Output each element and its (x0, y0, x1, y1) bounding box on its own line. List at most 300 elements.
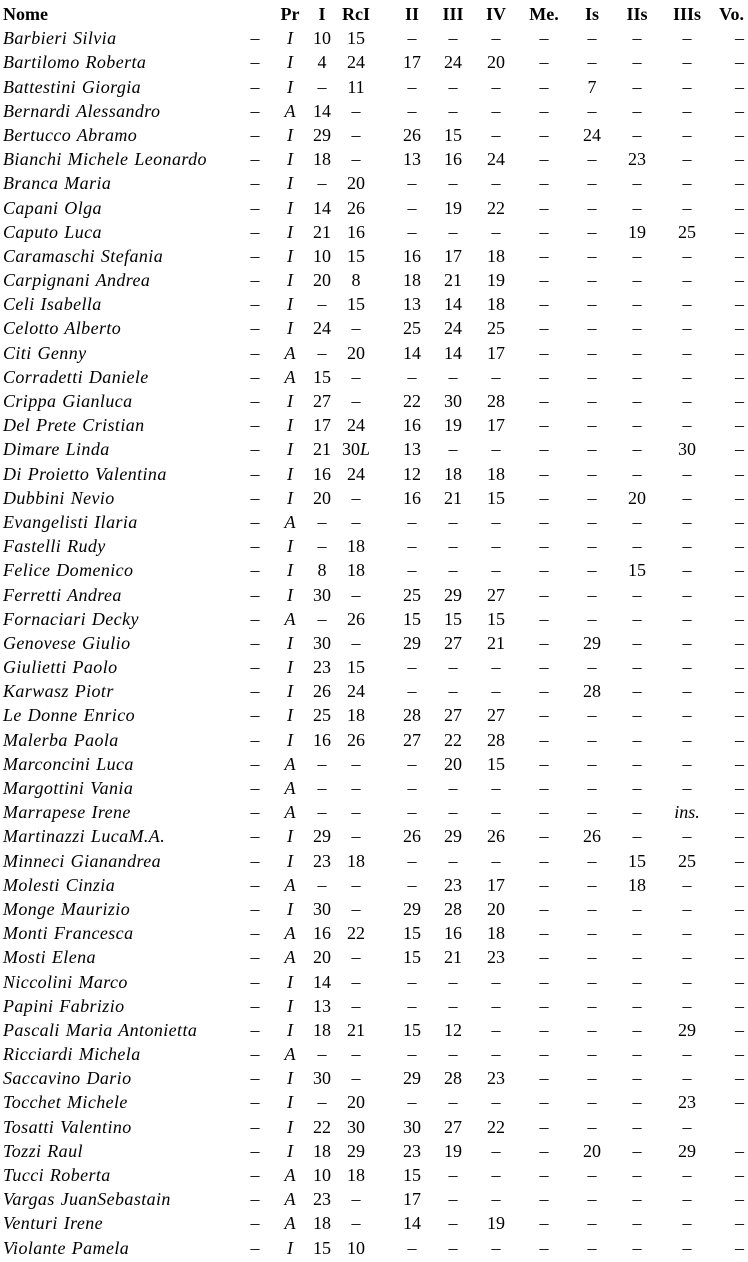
grade-cell: 26 (347, 729, 365, 750)
grade-cell: – (317, 173, 327, 194)
grade-cell: – (539, 28, 549, 49)
grade-cell: – (351, 898, 361, 919)
grade-cell: 23 (487, 1068, 505, 1089)
grade-cell: – (735, 1189, 744, 1210)
grade-cell: 21 (313, 221, 331, 242)
grade-cell: – (539, 874, 549, 895)
grade-cell: – (351, 100, 361, 121)
grade-cell: – (587, 173, 597, 194)
grade-cell: – (632, 923, 642, 944)
grade-cell: 17 (487, 874, 505, 895)
grade-cell: – (448, 1189, 458, 1210)
student-name: Citi Genny (3, 342, 87, 363)
table-row (0, 1115, 748, 1139)
table-row (0, 558, 748, 582)
grade-cell: 17 (487, 342, 505, 363)
grade-cell: 16 (444, 923, 462, 944)
grade-cell: 27 (403, 729, 421, 750)
grade-cell: – (448, 802, 458, 823)
grade-cell: – (632, 366, 642, 387)
grade-cell: – (317, 1044, 327, 1065)
grade-cell: 18 (487, 245, 505, 266)
grade-cell: 15 (403, 923, 421, 944)
student-name: Battestini Giorgia (3, 76, 142, 97)
student-name: Fornaciari Decky (3, 608, 139, 629)
grade-cell: – (539, 124, 549, 145)
grade-cell: – (491, 1044, 501, 1065)
grade-cell: – (250, 124, 260, 145)
grade-cell: – (682, 342, 692, 363)
grade-cell: I (287, 681, 293, 702)
grade-cell: – (735, 415, 744, 436)
grade-cell: – (539, 52, 549, 73)
grade-cell: – (250, 850, 260, 871)
grade-cell: I (287, 705, 293, 726)
grade-cell: A (284, 753, 296, 774)
grade-cell: 20 (487, 898, 505, 919)
grade-cell: 16 (403, 487, 421, 508)
student-name: Monge Maurizio (3, 898, 131, 919)
grade-cell: 14 (403, 342, 421, 363)
grade-cell: 14 (444, 342, 462, 363)
grade-cell: – (587, 1237, 597, 1258)
grade-cell: – (587, 729, 597, 750)
grade-cell: – (632, 294, 642, 315)
table-row (0, 1018, 748, 1042)
grade-cell: A (284, 511, 296, 532)
student-name: Martinazzi LucaM.A. (3, 826, 166, 847)
table-row (0, 1139, 748, 1163)
grade-cell: 29 (403, 632, 421, 653)
student-name: Tocchet Michele (3, 1092, 128, 1113)
table-row (0, 26, 748, 50)
grade-cell: I (287, 971, 293, 992)
grade-cell: – (407, 100, 417, 121)
grade-cell: 21 (313, 439, 331, 460)
grade-cell: 30 (678, 439, 696, 460)
grade-cell: 30 (347, 1116, 365, 1137)
grade-cell: 15 (347, 294, 365, 315)
grade-cell: 16 (444, 149, 462, 170)
grade-cell: – (250, 995, 260, 1016)
grade-cell: 17 (403, 52, 421, 73)
grade-cell: 29 (313, 124, 331, 145)
grade-cell: – (735, 245, 744, 266)
grade-cell: 23 (487, 947, 505, 968)
grade-cell: – (632, 124, 642, 145)
grade-cell: – (491, 1019, 501, 1040)
grade-cell: – (250, 487, 260, 508)
grade-cell: – (539, 971, 549, 992)
grade-cell: A (284, 947, 296, 968)
grade-cell: 18 (347, 536, 365, 557)
grade-cell: – (539, 1213, 549, 1234)
grade-cell: – (539, 294, 549, 315)
grade-cell: – (587, 971, 597, 992)
grade-cell: – (250, 1116, 260, 1137)
grade-cell: 15 (403, 1019, 421, 1040)
grade-cell: – (539, 753, 549, 774)
grade-cell: – (317, 778, 327, 798)
grade-cell: – (735, 1140, 744, 1161)
grade-cell: 22 (347, 923, 365, 944)
student-name: Corradetti Daniele (3, 366, 149, 387)
grade-cell: – (539, 802, 549, 823)
grade-cell: 29 (444, 826, 462, 847)
table-row (0, 752, 748, 776)
grade-cell: 25 (678, 221, 696, 242)
grade-cell: – (682, 52, 692, 73)
grade-cell: – (491, 100, 501, 121)
grade-cell: – (250, 778, 260, 798)
grade-cell: – (407, 802, 417, 823)
grade-cell: – (448, 850, 458, 871)
grade-cell: – (735, 584, 744, 605)
grade-cell: – (539, 536, 549, 557)
table-header (0, 2, 748, 26)
grade-cell: – (250, 874, 260, 895)
grade-cell: – (587, 753, 597, 774)
grade-cell: – (632, 802, 642, 823)
grade-cell: – (735, 487, 744, 508)
grade-cell: 24 (444, 318, 462, 339)
grade-cell: 14 (313, 197, 331, 218)
grade-cell: – (539, 197, 549, 218)
grade-cell: 23 (313, 850, 331, 871)
grade-cell: – (587, 705, 597, 726)
student-name: Giulietti Paolo (3, 657, 118, 678)
grade-cell: – (491, 802, 501, 823)
table-row (0, 1211, 748, 1235)
grade-cell: – (587, 28, 597, 49)
grade-cell: 15 (313, 1237, 331, 1258)
grade-cell: 25 (403, 318, 421, 339)
grade-cell: 20 (347, 342, 365, 363)
grade-cell: – (407, 76, 417, 97)
grade-cell: – (682, 100, 692, 121)
grade-cell: – (682, 898, 692, 919)
grade-cell: 29 (347, 1140, 365, 1161)
grade-cell: – (250, 439, 260, 460)
grade-cell: – (735, 463, 744, 484)
grade-cell: – (587, 100, 597, 121)
table-row (0, 486, 748, 510)
grade-cell: – (407, 28, 417, 49)
grade-cell: – (407, 995, 417, 1016)
grade-cell: – (587, 463, 597, 484)
grade-cell: – (587, 391, 597, 411)
grade-cell: – (407, 1044, 417, 1065)
table-row (0, 147, 748, 171)
grade-cell: – (539, 850, 549, 871)
grade-cell: – (351, 753, 361, 774)
grade-cell: 14 (403, 1213, 421, 1234)
grade-cell: – (491, 1140, 501, 1161)
grade-cell: – (407, 560, 417, 581)
grade-cell: – (632, 729, 642, 750)
grade-cell: – (682, 270, 692, 291)
student-name: Bartilomo Roberta (3, 52, 147, 73)
grade-cell: 26 (313, 681, 331, 702)
grade-cell: – (407, 1237, 417, 1258)
grade-cell: 28 (444, 1068, 462, 1089)
grade-cell: 21 (444, 270, 462, 291)
grade-cell: – (587, 584, 597, 605)
grade-cell: – (682, 705, 692, 726)
grade-cell: – (735, 100, 744, 121)
student-name: Tozzi Raul (3, 1140, 83, 1161)
grade-cell: I (287, 1116, 293, 1137)
grade-cell: – (539, 270, 549, 291)
student-name: Pascali Maria Antonietta (3, 1019, 198, 1040)
grade-cell: – (587, 1019, 597, 1040)
grade-cell: – (587, 1213, 597, 1234)
student-name: Minneci Gianandrea (3, 850, 162, 871)
student-name: Celi Isabella (3, 294, 102, 315)
grade-cell: – (448, 76, 458, 97)
grade-cell: – (539, 1140, 549, 1161)
grade-cell: – (682, 1237, 692, 1258)
grade-cell: – (682, 366, 692, 387)
grade-cell: – (735, 802, 744, 823)
header-row (0, 2, 748, 26)
table-row (0, 341, 748, 365)
grade-cell: – (735, 560, 744, 581)
grade-cell: – (735, 124, 744, 145)
grade-cell: 24 (487, 149, 505, 170)
grade-cell: 22 (444, 729, 462, 750)
student-name: Barbieri Silvia (3, 28, 117, 49)
grade-cell: 25 (487, 318, 505, 339)
grade-cell: – (250, 342, 260, 363)
grade-cell (704, 1115, 748, 1139)
grade-cell: 19 (487, 1213, 505, 1234)
table-row (0, 50, 748, 74)
grade-cell: 27 (487, 584, 505, 605)
grade-cell: – (735, 52, 744, 73)
grade-cell: – (632, 52, 642, 73)
grade-cell: – (250, 1019, 260, 1040)
grade-cell: 16 (313, 463, 331, 484)
grade-cell: – (682, 1116, 692, 1137)
grade-cell: – (317, 342, 327, 363)
grade-cell: – (351, 1068, 361, 1089)
grade-cell: 18 (313, 149, 331, 170)
grade-cell: – (735, 1237, 744, 1258)
grade-cell: 24 (347, 681, 365, 702)
student-name: Bernardi Alessandro (3, 100, 161, 121)
grade-cell: – (250, 28, 260, 49)
grade-cell: 19 (444, 415, 462, 436)
table-row (0, 292, 748, 316)
grade-cell: – (632, 197, 642, 218)
grade-cell: 29 (403, 898, 421, 919)
grade-cell: – (250, 391, 260, 411)
grade-cell: – (250, 366, 260, 387)
grade-cell: – (632, 270, 642, 291)
student-name: Capani Olga (3, 197, 102, 218)
table-row (0, 970, 748, 994)
grade-cell: – (317, 511, 327, 532)
grade-cell: – (539, 1165, 549, 1185)
grade-cell: – (250, 560, 260, 581)
grade-cell: – (250, 100, 260, 121)
grade-cell: – (587, 778, 597, 798)
grade-cell: – (587, 995, 597, 1016)
grade-cell: 15 (487, 487, 505, 508)
table-row (0, 728, 748, 752)
grade-cell: – (539, 681, 549, 702)
student-name: Papini Fabrizio (3, 995, 125, 1016)
grade-cell: – (250, 1237, 260, 1258)
grade-cell: – (250, 753, 260, 774)
grade-cell: I (287, 536, 293, 557)
grade-cell: – (539, 632, 549, 653)
grade-cell: – (448, 971, 458, 992)
grade-cell: – (682, 923, 692, 944)
grade-cell: – (448, 995, 458, 1016)
grade-cell: 27 (487, 705, 505, 726)
grade-cell: – (250, 511, 260, 532)
grade-cell: – (735, 778, 744, 798)
grade-cell: 15 (403, 947, 421, 968)
grade-cell: – (250, 608, 260, 629)
student-name: Di Proietto Valentina (3, 463, 167, 484)
grade-cell: – (735, 826, 744, 847)
grade-cell: 10 (347, 1237, 365, 1258)
grade-cell: – (539, 729, 549, 750)
grade-cell: 21 (347, 1019, 365, 1040)
grade-cell: – (491, 995, 501, 1016)
grade-cell: – (351, 632, 361, 653)
grade-cell: 15 (628, 850, 646, 871)
grade-cell: – (735, 995, 744, 1016)
grade-cell: – (491, 850, 501, 871)
grade-cell: 25 (678, 850, 696, 871)
grade-cell: 18 (313, 1140, 331, 1161)
table-row (0, 1187, 748, 1211)
grade-cell: – (539, 1019, 549, 1040)
grade-cell: 26 (347, 197, 365, 218)
student-name: Marconcini Luca (3, 753, 134, 774)
column-header-pr: Pr (280, 4, 300, 24)
grade-cell: – (250, 923, 260, 944)
grade-cell: – (491, 221, 501, 242)
grade-cell: – (448, 560, 458, 581)
grade-cell: – (682, 149, 692, 170)
grade-cell: – (632, 173, 642, 194)
grade-cell: – (587, 487, 597, 508)
student-name: Vargas JuanSebastain (3, 1189, 171, 1210)
grade-cell: – (407, 778, 417, 798)
grade-cell: 27 (313, 391, 331, 411)
grade-cell: I (287, 584, 293, 605)
grade-cell: – (448, 221, 458, 242)
grade-cell: – (539, 366, 549, 387)
student-name: Caramaschi Stefania (3, 245, 164, 266)
grade-cell: A (284, 1044, 296, 1065)
grade-cell: 29 (678, 1019, 696, 1040)
grade-cell: I (287, 995, 293, 1016)
grade-cell: A (284, 1189, 296, 1210)
grade-cell: 15 (628, 560, 646, 581)
table-row (0, 244, 748, 268)
student-name: Mosti Elena (3, 947, 96, 968)
grade-cell: 30 (313, 584, 331, 605)
grade-cell: – (539, 511, 549, 532)
grade-cell: – (539, 995, 549, 1016)
grade-cell: 20 (347, 1092, 365, 1113)
grade-cell: I (287, 729, 293, 750)
grade-cell: – (539, 463, 549, 484)
grade-cell: – (735, 318, 744, 339)
table-row (0, 800, 748, 824)
grade-cell: – (735, 923, 744, 944)
grade-cell: – (632, 584, 642, 605)
table-row (0, 776, 748, 800)
grade-cell: – (632, 1068, 642, 1089)
grade-cell: 19 (444, 1140, 462, 1161)
grade-cell: I (287, 1140, 293, 1161)
grade-cell: – (250, 1068, 260, 1089)
grade-cell: – (587, 923, 597, 944)
grade-cell: 29 (313, 826, 331, 847)
grade-cell: – (587, 342, 597, 363)
grade-cell: – (632, 632, 642, 653)
grade-cell: – (317, 753, 327, 774)
grade-cell: – (682, 124, 692, 145)
student-name: Dubbini Nevio (3, 487, 115, 508)
grade-cell: – (682, 487, 692, 508)
grade-cell: – (539, 778, 549, 798)
grade-cell: 30 (313, 898, 331, 919)
grade-cell: – (491, 366, 501, 387)
grade-cell: 10 (313, 245, 331, 266)
grade-cell: – (351, 1044, 361, 1065)
student-name: Margottini Vania (3, 778, 134, 798)
student-name: Carpignani Andrea (3, 270, 151, 291)
grade-cell: – (539, 1189, 549, 1210)
table-row (0, 1042, 748, 1066)
grade-cell: 28 (403, 705, 421, 726)
grade-cell: – (448, 100, 458, 121)
grade-cell: – (587, 1165, 597, 1185)
grade-cell: 30 (313, 632, 331, 653)
student-name: Caputo Luca (3, 221, 102, 242)
grade-cell: 28 (583, 681, 601, 702)
grade-cell: I (287, 270, 293, 291)
grade-cell: 18 (313, 1019, 331, 1040)
grade-cell: – (682, 1068, 692, 1089)
grade-cell: – (735, 1019, 744, 1040)
grade-cell: – (735, 28, 744, 49)
grade-cell: – (491, 511, 501, 532)
grade-cell: – (448, 1092, 458, 1113)
student-name: Ferretti Andrea (3, 584, 122, 605)
student-name: Karwasz Piotr (3, 681, 114, 702)
grade-cell: – (587, 657, 597, 678)
grade-cell: – (735, 149, 744, 170)
table-row (0, 413, 748, 437)
grade-cell: 17 (403, 1189, 421, 1210)
grade-cell: – (250, 1140, 260, 1161)
grade-cell: – (407, 971, 417, 992)
grade-cell: – (250, 729, 260, 750)
grade-cell: 15 (444, 608, 462, 629)
grade-cell: – (250, 173, 260, 194)
grade-cell: – (632, 898, 642, 919)
grade-cell: – (351, 391, 361, 411)
